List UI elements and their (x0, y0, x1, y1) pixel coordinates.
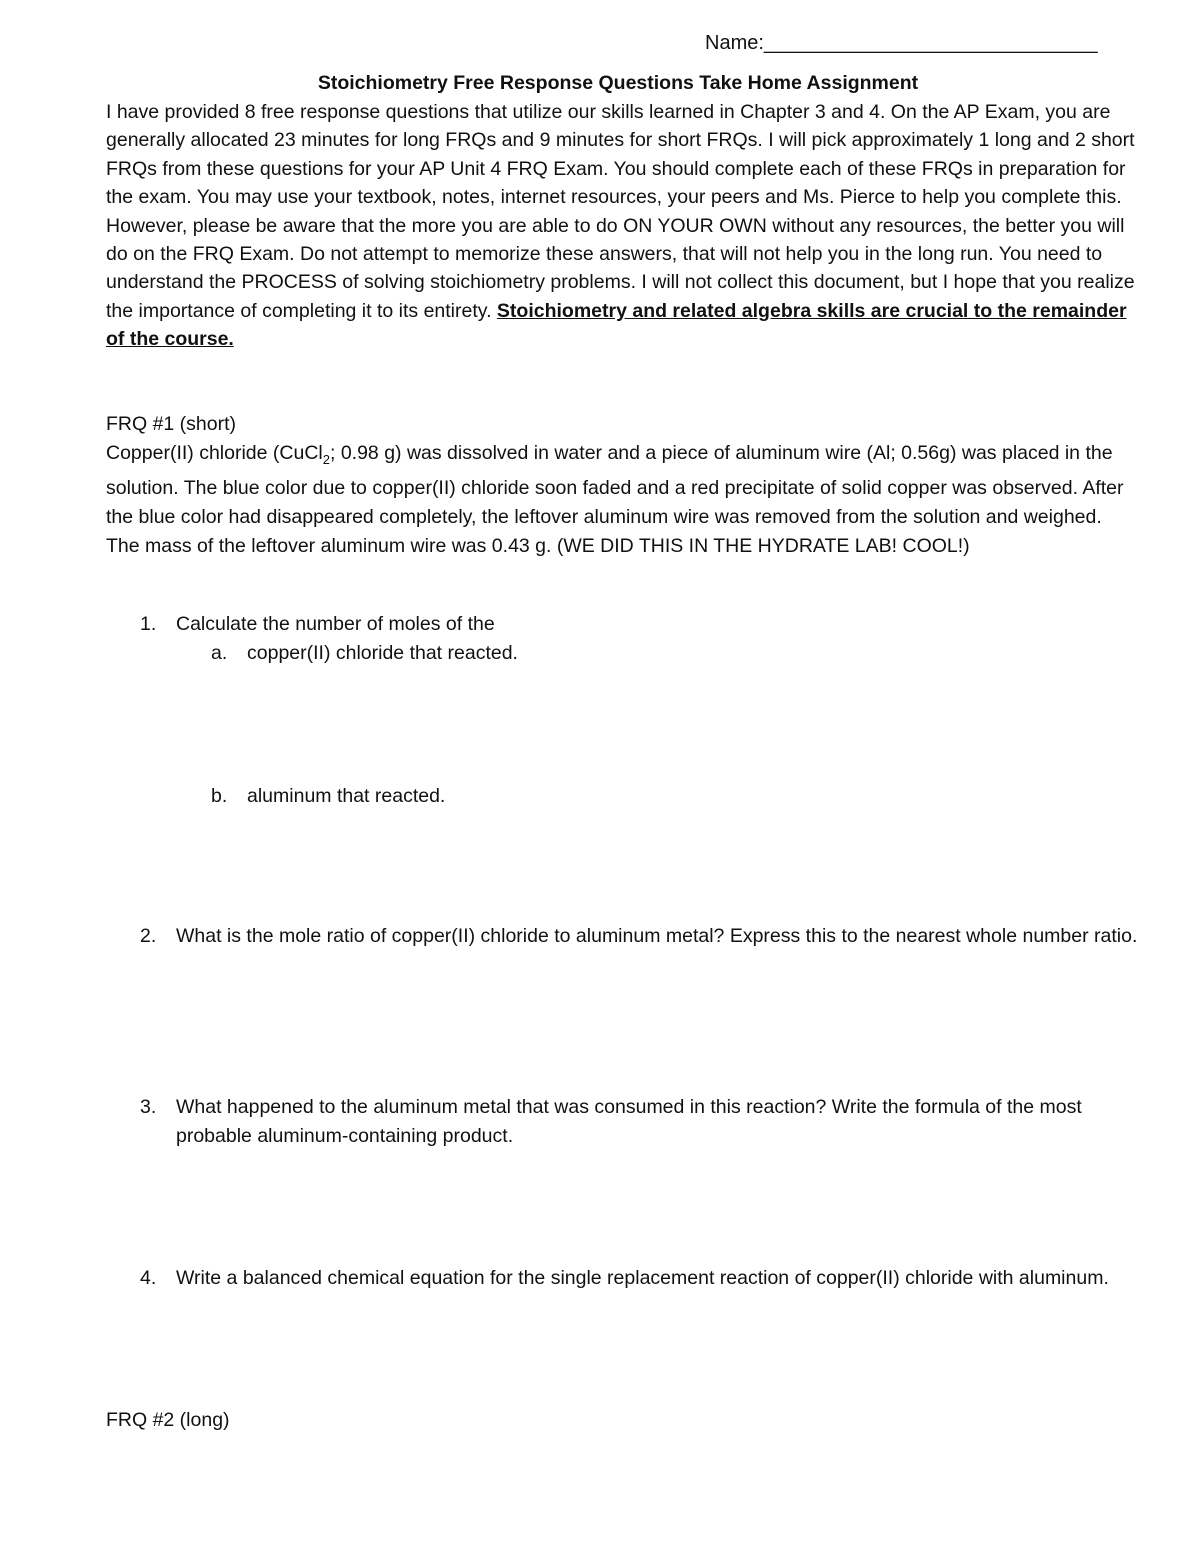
question-1b (211, 782, 1111, 810)
question-1a (211, 639, 1111, 667)
frq1-heading: FRQ #1 (short) (106, 413, 237, 435)
question-number: 1. (140, 613, 157, 635)
frq1-prompt-part1: Copper(II) chloride (CuCl (106, 442, 323, 464)
intro-paragraph (106, 98, 1136, 354)
question-number: 3. (140, 1096, 157, 1118)
question-text: Calculate the number of moles of the (176, 613, 495, 635)
intro-text: I have provided 8 free response questions that utilize our skills learned in Chapter 3 and 4. On the AP Exam, you are generally allocated 23 minutes for long FRQs and 9 minutes for short FRQs. I will pick approximately 1 long and 2 short FRQs from these questions for your AP Unit 4 FRQ Exam. You should complete each of these FRQs in preparation for the exam. You may use your textbook, notes, internet resources, your peers and Ms. Pierce to help you complete this. However, please be aware that the more you are able to do ON YOUR OWN without any resources, the better you will do on the FRQ Exam. Do not attempt to memorize these answers, that will not help you in the long run. You need to understand the PROCESS of solving stoichiometry problems. I will not collect this document, but I hope that you realize the importance of completing it to its entirety. (106, 101, 1135, 322)
question-text: What happened to the aluminum metal that was consumed in this reaction? Write the formula of the most probable aluminum-containing product. (176, 1096, 1082, 1147)
name-field-label: Name:______________________________ (705, 32, 1098, 54)
frq2-heading: FRQ #2 (long) (106, 1409, 230, 1431)
question-text: Write a balanced chemical equation for the single replacement reaction of copper(II) chloride with aluminum. (176, 1267, 1109, 1289)
document-title: Stoichiometry Free Response Questions Take Home Assignment (317, 72, 919, 94)
subpart-letter: a. (211, 642, 228, 664)
frq1-prompt (106, 439, 1136, 560)
frq1-subscript: 2 (322, 451, 330, 467)
subpart-text: copper(II) chloride that reacted. (247, 642, 518, 664)
question-3 (140, 1093, 1140, 1150)
intro-emphasis: Stoichiometry and related algebra skills are crucial to the remainder of the course. (106, 299, 1127, 351)
subpart-letter: b. (211, 785, 228, 807)
question-number: 2. (140, 925, 157, 947)
frq1-prompt-part2: ; 0.98 g) was dissolved in water and a piece of aluminum wire (Al; 0.56g) was placed in the solution. The blue color due to copper(II) chloride soon faded and a red precipitate of solid copper was observed. After the blue color had disappeared completely, the leftover aluminum wire was removed from the solution and weighed. The mass of the leftover aluminum wire was 0.43 g. (WE DID THIS IN THE HYDRATE LAB! COOL!) (106, 442, 1124, 557)
question-1 (140, 610, 1140, 639)
question-4 (140, 1264, 1140, 1293)
question-number: 4. (140, 1267, 157, 1289)
question-text: What is the mole ratio of copper(II) chloride to aluminum metal? Express this to the nearest whole number ratio. (176, 925, 1138, 947)
question-2 (140, 922, 1140, 951)
subpart-text: aluminum that reacted. (247, 785, 446, 807)
